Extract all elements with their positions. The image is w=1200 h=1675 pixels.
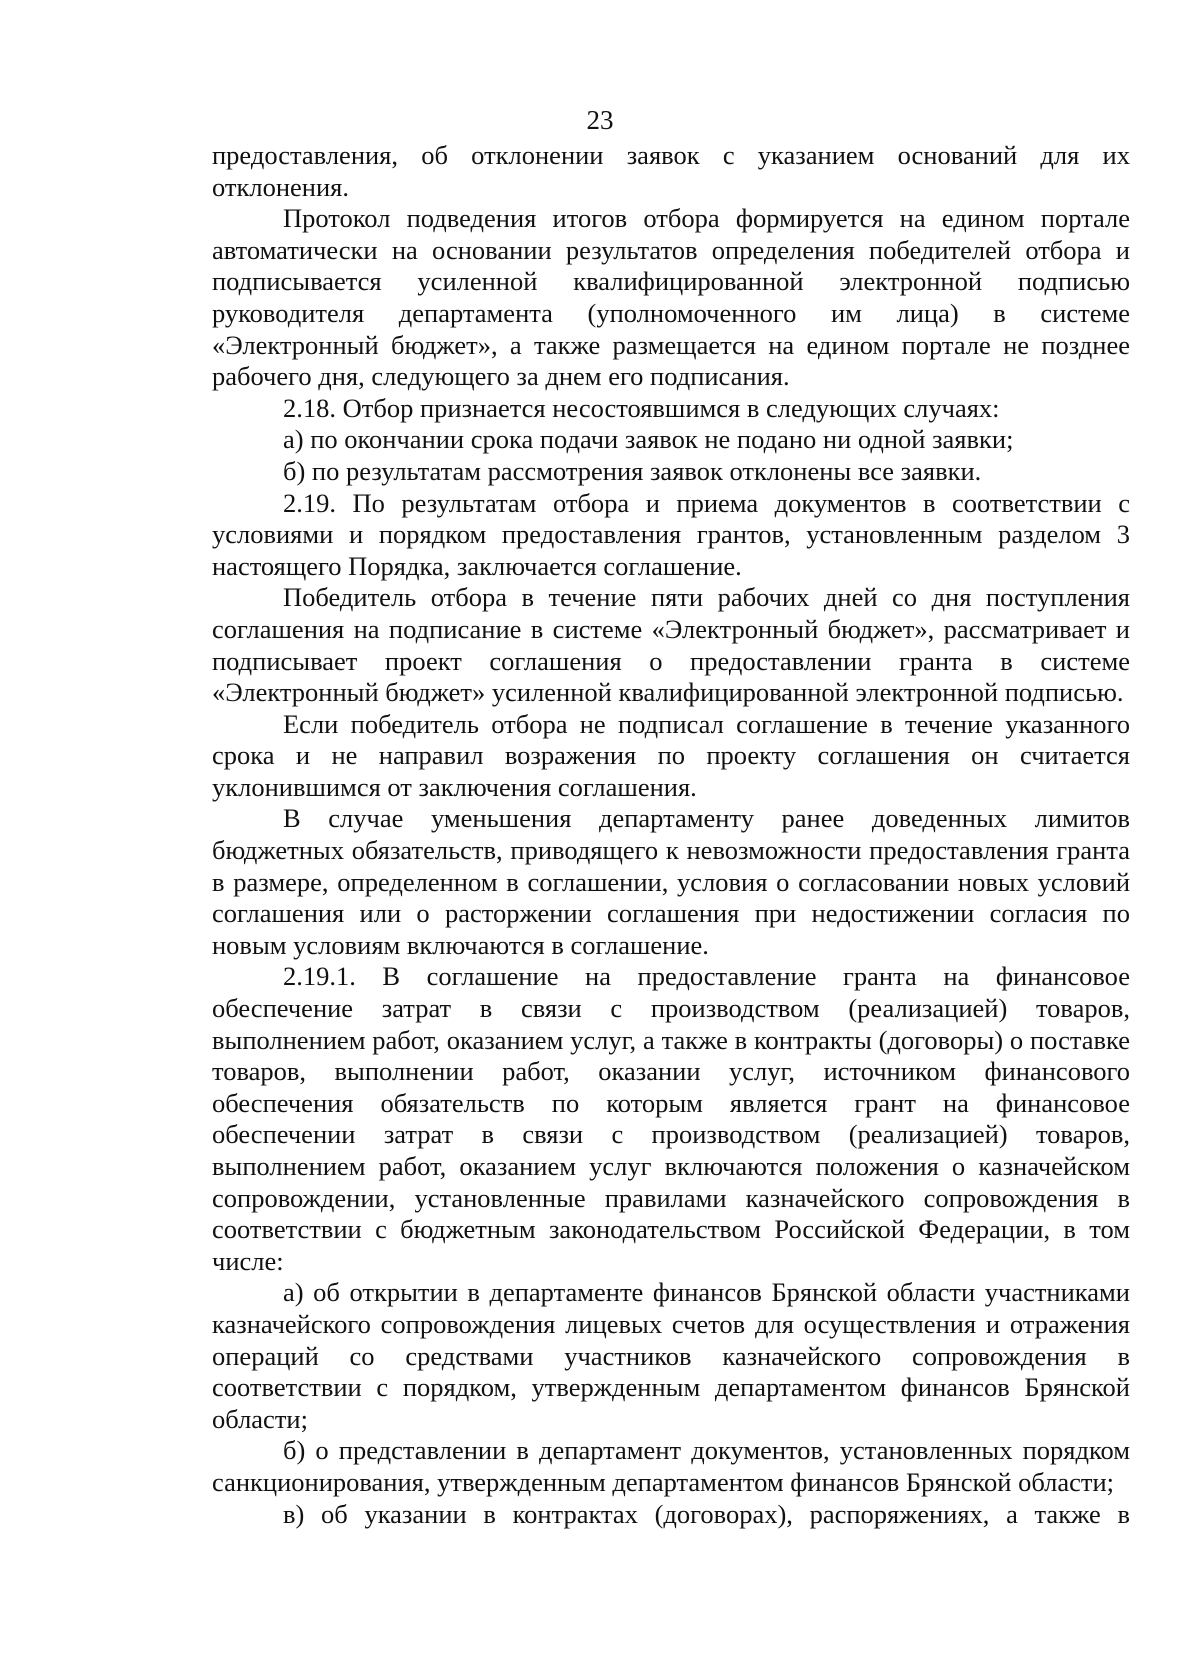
paragraph: б) о представлении в департамент документов, установленных порядком санкционирования, утвержденным департаментом финансов Брянской области; [212,1435,1130,1497]
paragraph: Победитель отбора в течение пяти рабочих дней со дня поступления соглашения на подписание в системе «Электронный бюджет», рассматривает и подписывает проект соглашения о предоставлении гранта в системе «Электронный бюджет» усиленной квалифицированной электронной подписью. [212,582,1130,708]
paragraph: 2.19.1. В соглашение на предоставление гранта на финансовое обеспечение затрат в связи с производством (реализацией) товаров, выполнением работ, оказанием услуг, а также в контракты (договоры) о поставке товаров, выполнении работ, оказании услуг, источником финансового обеспечения обязательств по которым является грант на финансовое обеспечении затрат в связи с производством (реализацией) товаров, выполнением работ, оказанием услуг включаются положения о казначейском сопровождении, установленные правилами казначейского сопровождения в соответствии с бюджетным законодательством Российской Федерации, в том числе: [212,961,1130,1276]
paragraph: 2.18. Отбор признается несостоявшимся в следующих случаях: [283,392,1000,423]
paragraph: 2.19. По результатам отбора и приема документов в соответствии с условиями и порядком предоставления грантов, установленным разделом 3 настоящего Порядка, заключается соглашение. [212,487,1130,581]
paragraph: а) по окончании срока подачи заявок не подано ни одной заявки; [283,424,1014,455]
paragraph: предоставления, об отклонении заявок с указанием оснований для их отклонения. [212,140,1130,202]
paragraph: в) об указании в контрактах (договорах), распоряжениях, а также в [283,1498,1130,1529]
paragraph: б) по результатам рассмотрения заявок отклонены все заявки. [283,455,982,486]
paragraph: В случае уменьшения департаменту ранее доведенных лимитов бюджетных обязательств, приводящего к невозможности предоставления гранта в размере, определенном в соглашении, условия о согласовании новых условий соглашения или о расторжении соглашения при недостижении согласия по новым условиям включаются в соглашение. [212,803,1130,960]
page-number: 23 [586,105,614,135]
paragraph: а) об открытии в департаменте финансов Брянской области участниками казначейского сопровождения лицевых счетов для осуществления и отражения операций со средствами участников казначейского сопровождения в соответствии с порядком, утвержденным департаментом финансов Брянской области; [212,1277,1130,1434]
paragraph: Если победитель отбора не подписал соглашение в течение указанного срока и не направил возражения по проекту соглашения он считается уклонившимся от заключения соглашения. [212,708,1130,802]
body-text [212,140,1130,1530]
paragraph: Протокол подведения итогов отбора формируется на едином портале автоматически на основании результатов определения победителей отбора и подписывается усиленной квалифицированной электронной подписью руководителя департамента (уполномоченного им лица) в системе «Электронный бюджет», а также размещается на едином портале не позднее рабочего дня, следующего за днем его подписания. [212,203,1130,392]
